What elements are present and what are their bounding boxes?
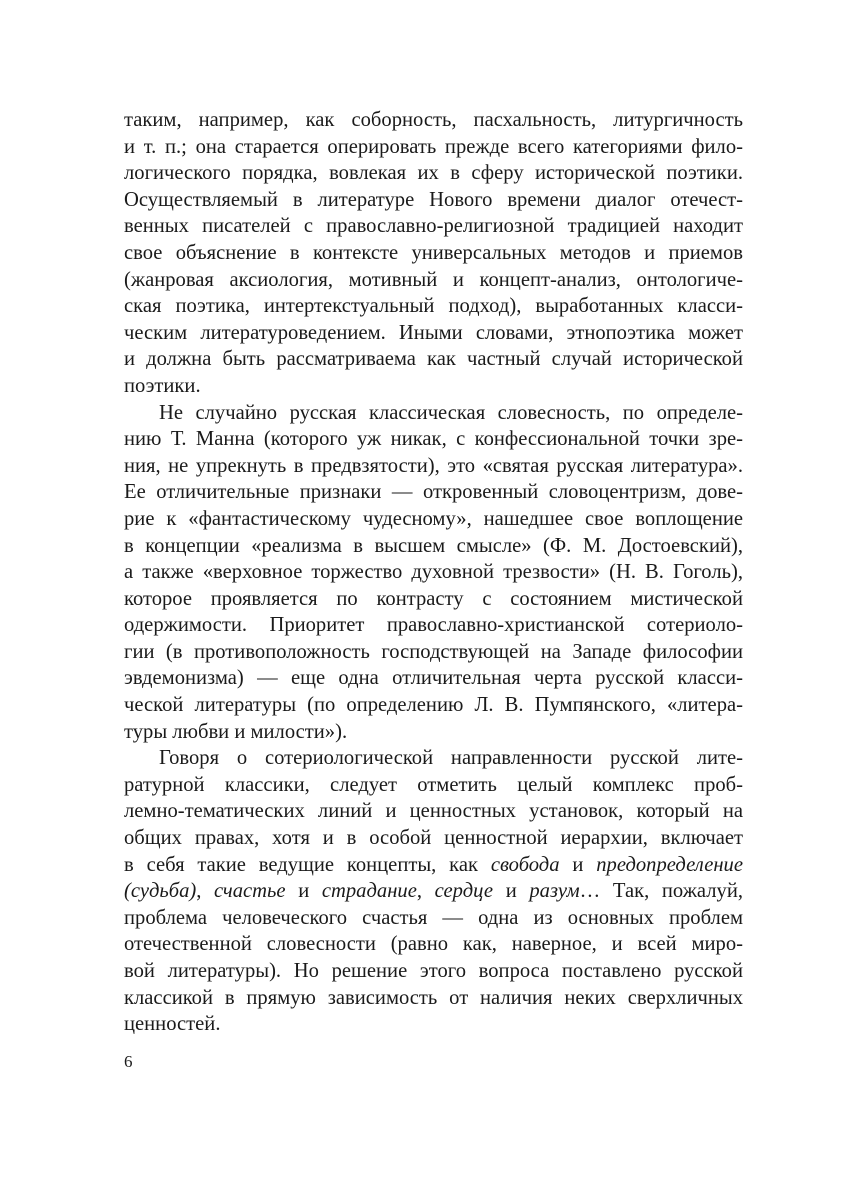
text-line: венных писателей с православно-религиозной традицией находит: [124, 215, 743, 238]
text-line: и т. п.; она старается оперировать прежде всего категориями фило-: [124, 135, 743, 158]
text-line-with-italics: [124, 852, 743, 879]
text-line: гии (в противоположность господствующей на Западе философии: [124, 640, 743, 663]
italic-term: счастье: [214, 880, 286, 903]
page-number: 6: [124, 1052, 133, 1071]
italic-term: сердце: [434, 880, 494, 903]
text-line: вой литературы). Но решение этого вопроса поставлено русской: [124, 960, 743, 982]
text-line: одержимости. Приоритет православно-христианской сотериоло-: [124, 614, 743, 637]
italic-term: предопределение: [596, 853, 743, 876]
page-body: [124, 107, 743, 1038]
paragraph-3: [124, 745, 743, 1038]
text-line: ратурной классики, следует отметить целый комплекс проб-: [124, 773, 743, 796]
text-line: Не случайно русская классическая словесность, по определе-: [159, 401, 743, 424]
text-line: (жанровая аксиология, мотивный и концепт-анализ, онтологиче-: [124, 268, 743, 291]
text-run: ,: [416, 880, 435, 903]
text-line: классикой в прямую зависимость от наличия неких сверхличных: [124, 986, 743, 1009]
text-line: отечественной словесности (равно как, наверное, и всей миро-: [124, 933, 743, 956]
text-line: и должна быть рассматриваема как частный случай исторической: [124, 348, 743, 371]
text-line-with-italics: [124, 878, 743, 905]
text-line: эвдемонизма) — еще одна отличительная черта русской класси-: [124, 667, 743, 690]
text-run: в себя такие ведущие концепты, как: [124, 853, 491, 876]
text-line: общих правах, хотя и в особой ценностной иерархии, включает: [124, 827, 743, 850]
italic-term: разум: [529, 880, 580, 903]
text-run: и: [493, 880, 530, 903]
italic-term: свобода: [490, 853, 560, 876]
text-line: Говоря о сотериологической направленности русской лите-: [159, 747, 743, 770]
text-run: … Так, пожалуй,: [579, 880, 743, 903]
text-line: рие к «фантастическому чудесному», нашедшее свое воплощение: [124, 507, 743, 530]
italic-term: (судьба): [124, 880, 197, 903]
text-line: которое проявляется по контрасту с состоянием мистической: [124, 587, 743, 610]
text-line: таким, например, как соборность, пасхальность, литургичность: [124, 109, 743, 131]
text-line: лемно-тематических линий и ценностных установок, который на: [124, 800, 743, 823]
text-run: и: [559, 853, 597, 876]
text-line: поэтики.: [124, 374, 201, 397]
text-line: логического порядка, вовлекая их в сферу исторической поэтики.: [124, 162, 743, 185]
text-line: проблема человеческого счастья — одна из основных проблем: [124, 906, 743, 929]
text-line: а также «верховное торжество духовной трезвости» (Н. В. Гоголь),: [124, 561, 743, 584]
italic-term: страдание: [321, 880, 417, 903]
text-line: ческой литературы (по определению Л. В. Пумпянского, «литера-: [124, 694, 743, 717]
text-line: туры любви и милости»).: [124, 720, 348, 743]
text-line: ния, не упрекнуть в предвзятости), это «святая русская литература».: [124, 454, 743, 477]
text-line: Осуществляемый в литературе Нового времени диалог отечест-: [124, 188, 743, 211]
text-line: ческим литературоведением. Иными словами, этнопоэтика может: [124, 321, 743, 344]
text-line: ценностей.: [124, 1013, 221, 1036]
text-line: Ее отличительные признаки — откровенный словоцентризм, дове-: [124, 481, 743, 504]
paragraph-2: [124, 400, 743, 746]
text-line: ская поэтика, интертекстуальный подход), выработанных класси-: [124, 295, 743, 318]
text-line: в концепции «реализма в высшем смысле» (Ф. М. Достоевский),: [124, 534, 743, 557]
text-line: нию Т. Манна (которого уж никак, с конфессиональной точки зре-: [124, 428, 743, 451]
text-run: ,: [196, 880, 215, 903]
paragraph-1: [124, 107, 743, 400]
text-line: свое объяснение в контексте универсальных методов и приемов: [124, 241, 743, 264]
text-run: и: [285, 880, 322, 903]
